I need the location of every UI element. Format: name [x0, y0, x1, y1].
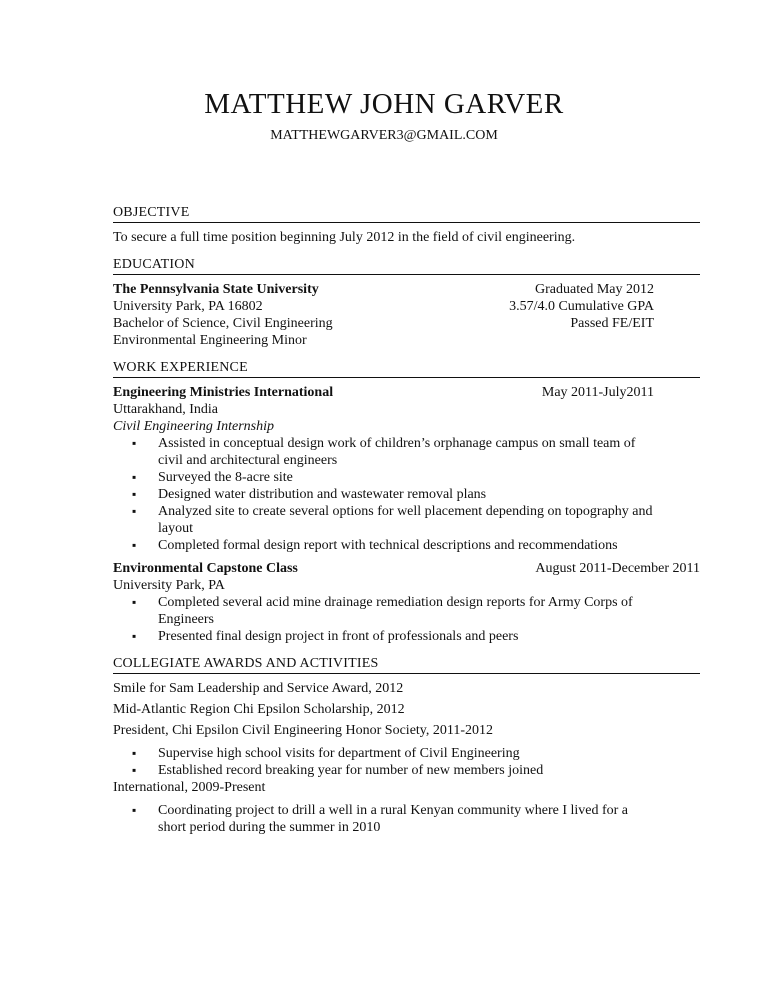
- job-entry: [113, 560, 700, 645]
- job-org: Engineering Ministries International: [113, 385, 334, 400]
- award-bullet: ▪ Supervise high school visits for department of Civil Engineering: [158, 745, 658, 762]
- work-section: [113, 359, 700, 645]
- job-location: Uttarakhand, India: [113, 402, 218, 417]
- job-bullets: [113, 435, 658, 554]
- job-location: University Park, PA: [113, 578, 225, 593]
- president-bullets: [113, 745, 658, 779]
- job-bullet: ▪ Designed water distribution and wastewater removal plans: [158, 486, 658, 503]
- education-row-school: [113, 281, 700, 298]
- job-bullet: ▪ Assisted in conceptual design work of children’s orphanage campus on small team of civil and architectural engineers: [158, 435, 658, 469]
- job-bullet: ▪ Analyzed site to create several options for well placement depending on topography and layout: [158, 503, 658, 537]
- job-bullet: ▪ Completed formal design report with technical descriptions and recommendations: [158, 537, 658, 554]
- job-bullet: ▪ Presented final design project in front of professionals and peers: [158, 628, 658, 645]
- job-dates: May 2011-July2011: [541, 385, 654, 400]
- job-header: [113, 384, 700, 401]
- education-location: University Park, PA 16802: [113, 299, 263, 314]
- education-exam: Passed FE/EIT: [570, 316, 654, 331]
- job-bullet: ▪ Surveyed the 8-acre site: [158, 469, 658, 486]
- international-line: International, 2009-Present: [113, 780, 266, 795]
- resume-content: [113, 204, 700, 846]
- job-role: Civil Engineering Internship: [113, 419, 274, 434]
- award-bullet: ▪ Established record breaking year for number of new members joined: [158, 762, 658, 779]
- education-section: [113, 256, 700, 349]
- award-bullet: ▪ Coordinating project to drill a well in a rural Kenyan community where I lived for a short period during the summer in 2010: [158, 802, 658, 836]
- job-header: [113, 560, 700, 577]
- education-title: EDUCATION: [113, 256, 700, 275]
- job-org: Environmental Capstone Class: [113, 561, 298, 576]
- objective-section: [113, 204, 700, 246]
- job-dates: August 2011-December 2011: [535, 561, 700, 576]
- resume-name: MATTHEW JOHN GARVER: [204, 88, 564, 120]
- education-gpa: 3.57/4.0 Cumulative GPA: [509, 299, 654, 314]
- award-item: Mid-Atlantic Region Chi Epsilon Scholarship, 2012: [113, 702, 405, 717]
- job-entry: [113, 384, 700, 554]
- resume-email: MATTHEWGARVER3@GMAIL.COM: [270, 128, 498, 143]
- education-row-location: [113, 298, 700, 315]
- award-item: President, Chi Epsilon Civil Engineering Honor Society, 2011-2012: [113, 723, 494, 738]
- awards-title: COLLEGIATE AWARDS AND ACTIVITIES: [113, 655, 700, 674]
- work-title: WORK EXPERIENCE: [113, 359, 700, 378]
- education-degree: Bachelor of Science, Civil Engineering: [113, 316, 333, 331]
- international-bullets: [113, 802, 658, 836]
- award-item: Smile for Sam Leadership and Service Award, 2012: [113, 681, 404, 696]
- education-row-degree: [113, 315, 700, 332]
- job-bullet: ▪ Completed several acid mine drainage remediation design reports for Army Corps of Engineers: [158, 594, 658, 628]
- awards-section: [113, 655, 700, 836]
- objective-text: To secure a full time position beginning July 2012 in the field of civil engineering.: [113, 230, 576, 245]
- education-graduated: Graduated May 2012: [535, 282, 654, 297]
- education-school: The Pennsylvania State University: [113, 282, 319, 297]
- job-bullets: [113, 594, 658, 645]
- education-minor: Environmental Engineering Minor: [113, 333, 307, 348]
- objective-title: OBJECTIVE: [113, 204, 700, 223]
